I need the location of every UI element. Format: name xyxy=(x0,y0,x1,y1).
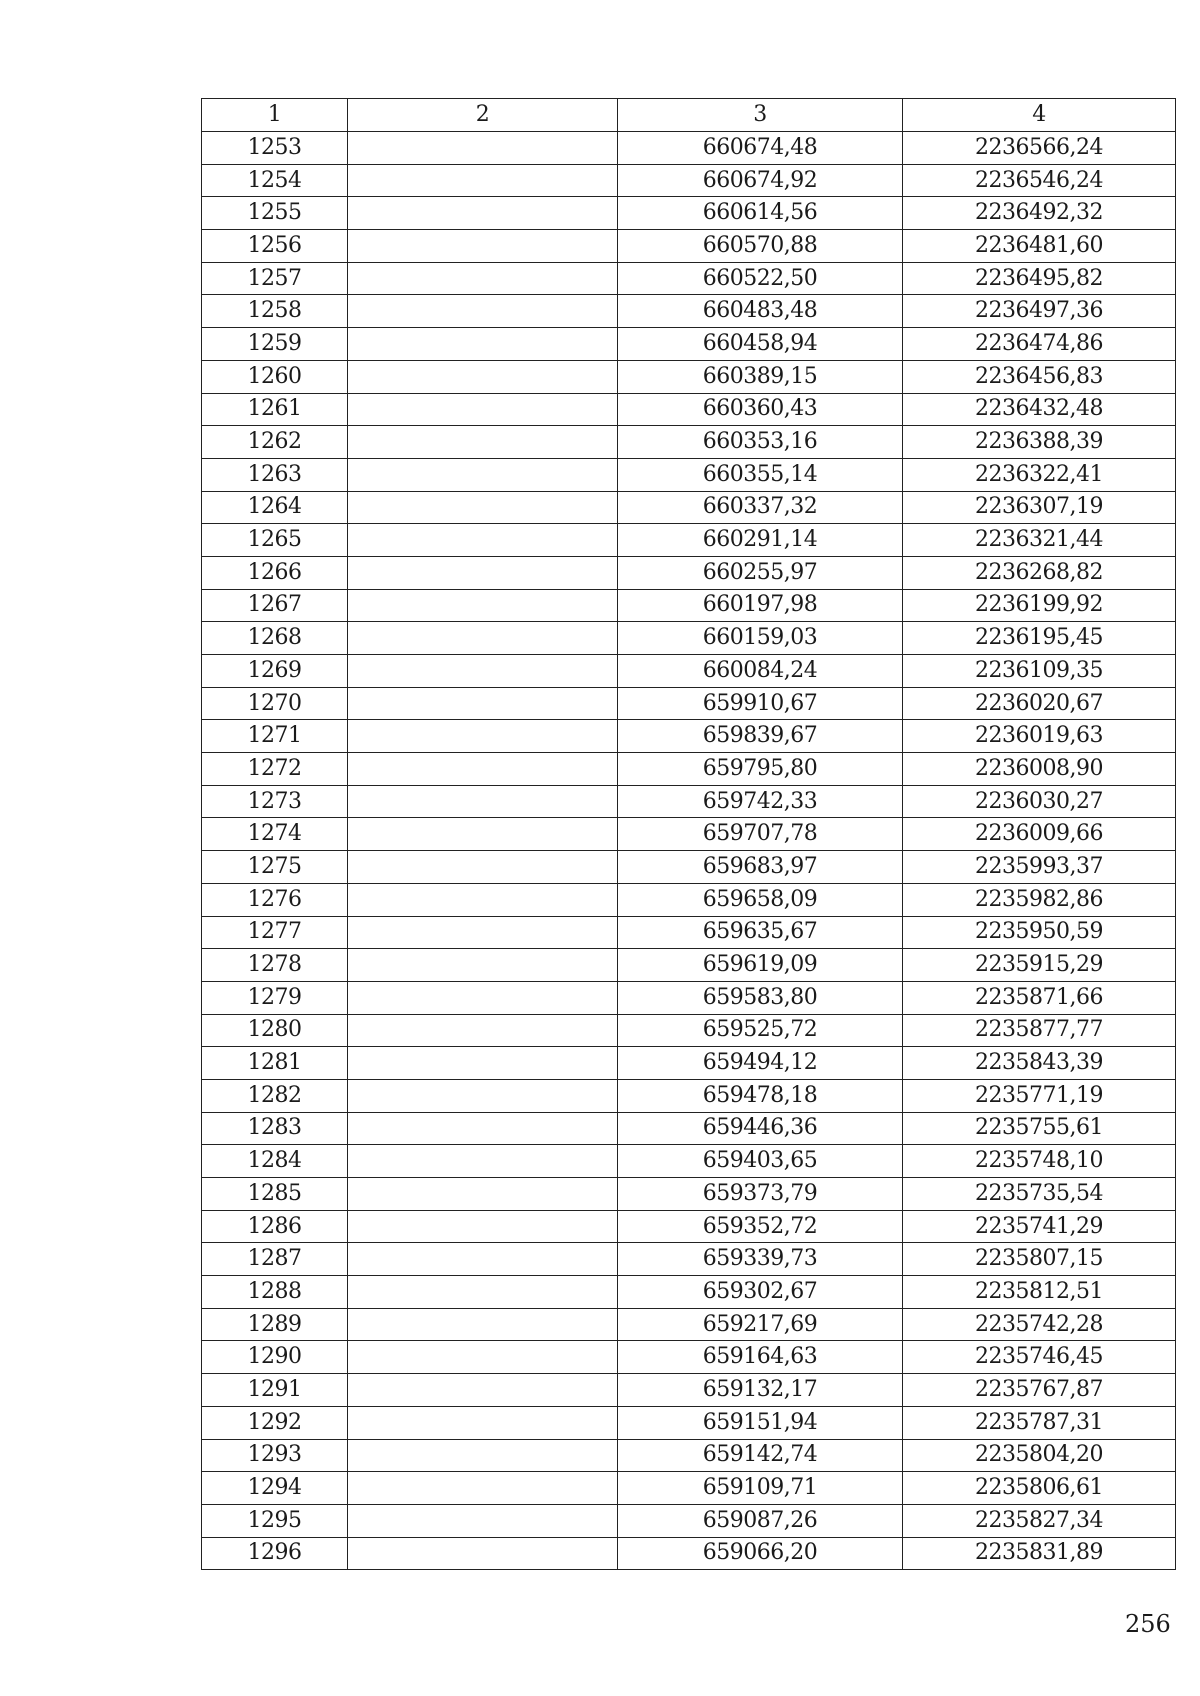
y-coordinate-cell: 2235877,77 xyxy=(903,1014,1176,1047)
table-row xyxy=(202,1341,1176,1374)
x-coordinate-cell: 659635,67 xyxy=(618,916,903,949)
description-cell xyxy=(348,981,618,1014)
point-number-cell: 1264 xyxy=(202,491,348,524)
table-row xyxy=(202,1047,1176,1080)
table-row xyxy=(202,589,1176,622)
description-cell xyxy=(348,295,618,328)
point-number-cell: 1279 xyxy=(202,981,348,1014)
y-coordinate-cell: 2236456,83 xyxy=(903,360,1176,393)
description-cell xyxy=(348,1341,618,1374)
description-cell xyxy=(348,1537,618,1570)
table-row xyxy=(202,1439,1176,1472)
point-number-cell: 1271 xyxy=(202,720,348,753)
point-number-cell: 1258 xyxy=(202,295,348,328)
y-coordinate-cell: 2235871,66 xyxy=(903,981,1176,1014)
x-coordinate-cell: 660389,15 xyxy=(618,360,903,393)
table-row xyxy=(202,785,1176,818)
point-number-cell: 1268 xyxy=(202,622,348,655)
table-row xyxy=(202,1504,1176,1537)
description-cell xyxy=(348,785,618,818)
y-coordinate-cell: 2235746,45 xyxy=(903,1341,1176,1374)
description-cell xyxy=(348,262,618,295)
column-header: 4 xyxy=(903,99,1176,132)
description-cell xyxy=(348,753,618,786)
column-header: 2 xyxy=(348,99,618,132)
description-cell xyxy=(348,1472,618,1505)
point-number-cell: 1263 xyxy=(202,458,348,491)
table-row xyxy=(202,1537,1176,1570)
x-coordinate-cell: 659217,69 xyxy=(618,1308,903,1341)
y-coordinate-cell: 2235787,31 xyxy=(903,1406,1176,1439)
description-cell xyxy=(348,1145,618,1178)
point-number-cell: 1273 xyxy=(202,785,348,818)
description-cell xyxy=(348,622,618,655)
x-coordinate-cell: 660353,16 xyxy=(618,426,903,459)
table-row xyxy=(202,851,1176,884)
point-number-cell: 1261 xyxy=(202,393,348,426)
point-number-cell: 1272 xyxy=(202,753,348,786)
point-number-cell: 1290 xyxy=(202,1341,348,1374)
table-row xyxy=(202,230,1176,263)
description-cell xyxy=(348,1374,618,1407)
x-coordinate-cell: 659795,80 xyxy=(618,753,903,786)
table-row xyxy=(202,491,1176,524)
x-coordinate-cell: 660674,92 xyxy=(618,164,903,197)
y-coordinate-cell: 2236199,92 xyxy=(903,589,1176,622)
table-row xyxy=(202,1079,1176,1112)
description-cell xyxy=(348,491,618,524)
y-coordinate-cell: 2235741,29 xyxy=(903,1210,1176,1243)
y-coordinate-cell: 2235807,15 xyxy=(903,1243,1176,1276)
table-row xyxy=(202,720,1176,753)
point-number-cell: 1288 xyxy=(202,1276,348,1309)
point-number-cell: 1281 xyxy=(202,1047,348,1080)
x-coordinate-cell: 660084,24 xyxy=(618,655,903,688)
x-coordinate-cell: 660337,32 xyxy=(618,491,903,524)
point-number-cell: 1283 xyxy=(202,1112,348,1145)
y-coordinate-cell: 2236321,44 xyxy=(903,524,1176,557)
y-coordinate-cell: 2236322,41 xyxy=(903,458,1176,491)
table-row xyxy=(202,132,1176,165)
point-number-cell: 1277 xyxy=(202,916,348,949)
table-header-row xyxy=(202,99,1176,132)
x-coordinate-cell: 660614,56 xyxy=(618,197,903,230)
y-coordinate-cell: 2235993,37 xyxy=(903,851,1176,884)
table-row xyxy=(202,328,1176,361)
point-number-cell: 1266 xyxy=(202,556,348,589)
table-row xyxy=(202,1374,1176,1407)
description-cell xyxy=(348,1014,618,1047)
description-cell xyxy=(348,851,618,884)
description-cell xyxy=(348,230,618,263)
table-row xyxy=(202,1145,1176,1178)
x-coordinate-cell: 659164,63 xyxy=(618,1341,903,1374)
x-coordinate-cell: 659478,18 xyxy=(618,1079,903,1112)
table-row xyxy=(202,524,1176,557)
x-coordinate-cell: 660522,50 xyxy=(618,262,903,295)
x-coordinate-cell: 659658,09 xyxy=(618,883,903,916)
table-row xyxy=(202,426,1176,459)
x-coordinate-cell: 659583,80 xyxy=(618,981,903,1014)
x-coordinate-cell: 659373,79 xyxy=(618,1178,903,1211)
point-number-cell: 1269 xyxy=(202,655,348,688)
x-coordinate-cell: 659339,73 xyxy=(618,1243,903,1276)
y-coordinate-cell: 2236492,32 xyxy=(903,197,1176,230)
y-coordinate-cell: 2235806,61 xyxy=(903,1472,1176,1505)
y-coordinate-cell: 2236307,19 xyxy=(903,491,1176,524)
x-coordinate-cell: 659403,65 xyxy=(618,1145,903,1178)
x-coordinate-cell: 660291,14 xyxy=(618,524,903,557)
table-row xyxy=(202,916,1176,949)
point-number-cell: 1255 xyxy=(202,197,348,230)
y-coordinate-cell: 2236432,48 xyxy=(903,393,1176,426)
y-coordinate-cell: 2235771,19 xyxy=(903,1079,1176,1112)
column-header: 3 xyxy=(618,99,903,132)
point-number-cell: 1267 xyxy=(202,589,348,622)
coordinates-table xyxy=(201,98,1176,1570)
table-row xyxy=(202,1243,1176,1276)
description-cell xyxy=(348,818,618,851)
x-coordinate-cell: 659707,78 xyxy=(618,818,903,851)
x-coordinate-cell: 659839,67 xyxy=(618,720,903,753)
y-coordinate-cell: 2236388,39 xyxy=(903,426,1176,459)
y-coordinate-cell: 2235812,51 xyxy=(903,1276,1176,1309)
x-coordinate-cell: 660255,97 xyxy=(618,556,903,589)
table-row xyxy=(202,655,1176,688)
description-cell xyxy=(348,197,618,230)
description-cell xyxy=(348,655,618,688)
description-cell xyxy=(348,360,618,393)
description-cell xyxy=(348,916,618,949)
point-number-cell: 1253 xyxy=(202,132,348,165)
table-row xyxy=(202,262,1176,295)
table-row xyxy=(202,622,1176,655)
table-row xyxy=(202,1406,1176,1439)
y-coordinate-cell: 2236008,90 xyxy=(903,753,1176,786)
table-row xyxy=(202,687,1176,720)
point-number-cell: 1275 xyxy=(202,851,348,884)
description-cell xyxy=(348,1178,618,1211)
description-cell xyxy=(348,132,618,165)
description-cell xyxy=(348,1439,618,1472)
point-number-cell: 1291 xyxy=(202,1374,348,1407)
x-coordinate-cell: 659109,71 xyxy=(618,1472,903,1505)
x-coordinate-cell: 659132,17 xyxy=(618,1374,903,1407)
point-number-cell: 1287 xyxy=(202,1243,348,1276)
table-row xyxy=(202,753,1176,786)
y-coordinate-cell: 2235827,34 xyxy=(903,1504,1176,1537)
y-coordinate-cell: 2236195,45 xyxy=(903,622,1176,655)
y-coordinate-cell: 2236495,82 xyxy=(903,262,1176,295)
x-coordinate-cell: 659066,20 xyxy=(618,1537,903,1570)
y-coordinate-cell: 2235755,61 xyxy=(903,1112,1176,1145)
point-number-cell: 1257 xyxy=(202,262,348,295)
y-coordinate-cell: 2236109,35 xyxy=(903,655,1176,688)
table-row xyxy=(202,1178,1176,1211)
description-cell xyxy=(348,164,618,197)
y-coordinate-cell: 2235831,89 xyxy=(903,1537,1176,1570)
y-coordinate-cell: 2236268,82 xyxy=(903,556,1176,589)
x-coordinate-cell: 659619,09 xyxy=(618,949,903,982)
point-number-cell: 1254 xyxy=(202,164,348,197)
point-number-cell: 1274 xyxy=(202,818,348,851)
description-cell xyxy=(348,426,618,459)
point-number-cell: 1296 xyxy=(202,1537,348,1570)
point-number-cell: 1256 xyxy=(202,230,348,263)
point-number-cell: 1259 xyxy=(202,328,348,361)
x-coordinate-cell: 659352,72 xyxy=(618,1210,903,1243)
description-cell xyxy=(348,1112,618,1145)
description-cell xyxy=(348,1406,618,1439)
point-number-cell: 1294 xyxy=(202,1472,348,1505)
description-cell xyxy=(348,458,618,491)
description-cell xyxy=(348,720,618,753)
description-cell xyxy=(348,1276,618,1309)
x-coordinate-cell: 659683,97 xyxy=(618,851,903,884)
x-coordinate-cell: 659446,36 xyxy=(618,1112,903,1145)
description-cell xyxy=(348,1308,618,1341)
point-number-cell: 1292 xyxy=(202,1406,348,1439)
table-row xyxy=(202,1210,1176,1243)
x-coordinate-cell: 660674,48 xyxy=(618,132,903,165)
table-row xyxy=(202,981,1176,1014)
description-cell xyxy=(348,524,618,557)
point-number-cell: 1284 xyxy=(202,1145,348,1178)
y-coordinate-cell: 2235748,10 xyxy=(903,1145,1176,1178)
table-row xyxy=(202,164,1176,197)
y-coordinate-cell: 2236030,27 xyxy=(903,785,1176,818)
y-coordinate-cell: 2235767,87 xyxy=(903,1374,1176,1407)
table-row xyxy=(202,949,1176,982)
description-cell xyxy=(348,1504,618,1537)
table-row xyxy=(202,458,1176,491)
description-cell xyxy=(348,1047,618,1080)
point-number-cell: 1270 xyxy=(202,687,348,720)
x-coordinate-cell: 660458,94 xyxy=(618,328,903,361)
point-number-cell: 1265 xyxy=(202,524,348,557)
x-coordinate-cell: 660360,43 xyxy=(618,393,903,426)
y-coordinate-cell: 2236020,67 xyxy=(903,687,1176,720)
page-number: 256 xyxy=(1125,1610,1171,1638)
x-coordinate-cell: 659742,33 xyxy=(618,785,903,818)
description-cell xyxy=(348,883,618,916)
description-cell xyxy=(348,1243,618,1276)
table-row xyxy=(202,197,1176,230)
point-number-cell: 1276 xyxy=(202,883,348,916)
table-row xyxy=(202,1276,1176,1309)
y-coordinate-cell: 2236497,36 xyxy=(903,295,1176,328)
x-coordinate-cell: 659151,94 xyxy=(618,1406,903,1439)
x-coordinate-cell: 660355,14 xyxy=(618,458,903,491)
column-header: 1 xyxy=(202,99,348,132)
y-coordinate-cell: 2235804,20 xyxy=(903,1439,1176,1472)
point-number-cell: 1262 xyxy=(202,426,348,459)
y-coordinate-cell: 2235950,59 xyxy=(903,916,1176,949)
y-coordinate-cell: 2235742,28 xyxy=(903,1308,1176,1341)
x-coordinate-cell: 660483,48 xyxy=(618,295,903,328)
point-number-cell: 1295 xyxy=(202,1504,348,1537)
table-row xyxy=(202,1308,1176,1341)
description-cell xyxy=(348,687,618,720)
description-cell xyxy=(348,589,618,622)
table-row xyxy=(202,393,1176,426)
point-number-cell: 1286 xyxy=(202,1210,348,1243)
table-row xyxy=(202,1112,1176,1145)
table-row xyxy=(202,818,1176,851)
y-coordinate-cell: 2236481,60 xyxy=(903,230,1176,263)
x-coordinate-cell: 659302,67 xyxy=(618,1276,903,1309)
y-coordinate-cell: 2235843,39 xyxy=(903,1047,1176,1080)
y-coordinate-cell: 2236474,86 xyxy=(903,328,1176,361)
description-cell xyxy=(348,393,618,426)
table-row xyxy=(202,295,1176,328)
point-number-cell: 1278 xyxy=(202,949,348,982)
y-coordinate-cell: 2235735,54 xyxy=(903,1178,1176,1211)
x-coordinate-cell: 659525,72 xyxy=(618,1014,903,1047)
x-coordinate-cell: 660197,98 xyxy=(618,589,903,622)
point-number-cell: 1293 xyxy=(202,1439,348,1472)
description-cell xyxy=(348,1079,618,1112)
point-number-cell: 1282 xyxy=(202,1079,348,1112)
table-row xyxy=(202,556,1176,589)
point-number-cell: 1280 xyxy=(202,1014,348,1047)
table-row xyxy=(202,1014,1176,1047)
x-coordinate-cell: 660159,03 xyxy=(618,622,903,655)
x-coordinate-cell: 660570,88 xyxy=(618,230,903,263)
y-coordinate-cell: 2236019,63 xyxy=(903,720,1176,753)
description-cell xyxy=(348,328,618,361)
table-row xyxy=(202,360,1176,393)
description-cell xyxy=(348,1210,618,1243)
y-coordinate-cell: 2235982,86 xyxy=(903,883,1176,916)
point-number-cell: 1289 xyxy=(202,1308,348,1341)
x-coordinate-cell: 659087,26 xyxy=(618,1504,903,1537)
y-coordinate-cell: 2236546,24 xyxy=(903,164,1176,197)
point-number-cell: 1285 xyxy=(202,1178,348,1211)
x-coordinate-cell: 659910,67 xyxy=(618,687,903,720)
description-cell xyxy=(348,556,618,589)
point-number-cell: 1260 xyxy=(202,360,348,393)
table-row xyxy=(202,1472,1176,1505)
y-coordinate-cell: 2236566,24 xyxy=(903,132,1176,165)
x-coordinate-cell: 659494,12 xyxy=(618,1047,903,1080)
y-coordinate-cell: 2236009,66 xyxy=(903,818,1176,851)
description-cell xyxy=(348,949,618,982)
x-coordinate-cell: 659142,74 xyxy=(618,1439,903,1472)
table-row xyxy=(202,883,1176,916)
y-coordinate-cell: 2235915,29 xyxy=(903,949,1176,982)
